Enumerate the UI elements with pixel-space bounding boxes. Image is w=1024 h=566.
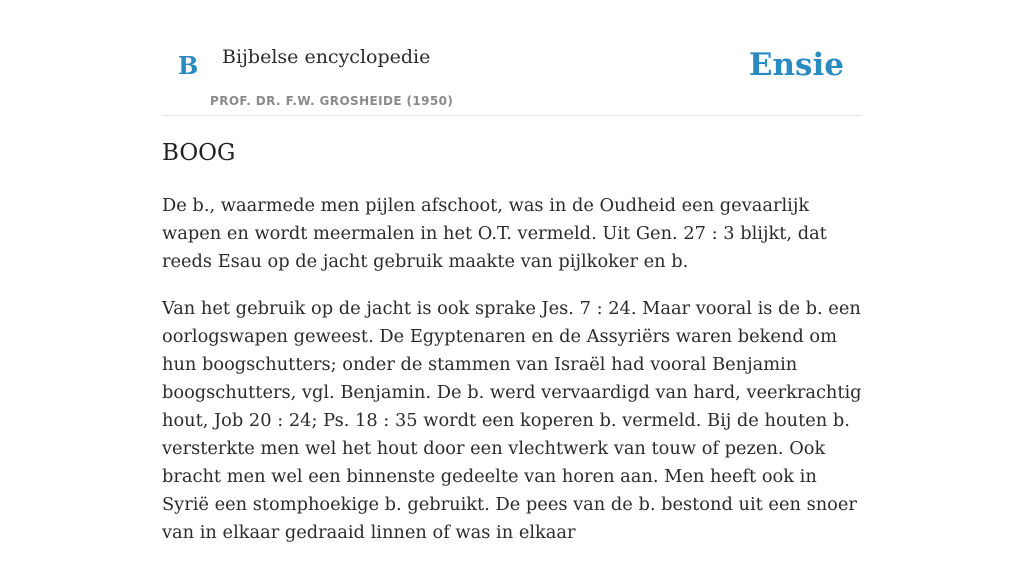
encyclopedia-header [162,0,862,116]
book-logo-letter[interactable]: B [178,51,199,80]
paragraph: Van het gebruik op de jacht is ook sprake Jes. 7 : 24. Maar vooral is de b. een oorlogswapen geweest. De Egyptenaren en de Assyriërs waren bekend om hun boogschutters; onder de stammen van Israël had vooral Benjamin boogschutters, vgl. Benjamin. De b. werd vervaardigd van hard, veerkrachtig hout, Job 20 : 24; Ps. 18 : 35 wordt een koperen b. vermeld. Bij de houten b. versterkte men wel het hout door een vlechtwerk van touw of pezen. Ook bracht men wel een binnenste gedeelte van horen aan. Men heeft ook in Syrië een stomphoekige b. gebruikt. De pees van de b. bestond uit een snoer van in elkaar gedraaid linnen of was in elkaar [162,298,862,543]
book-author: PROF. DR. F.W. GROSHEIDE (1950) [210,94,454,108]
entry-title: BOOG [162,140,236,166]
entry-body [162,192,862,566]
book-title-link[interactable]: Bijbelse encyclopedie [222,46,431,68]
paragraph: De b., waarmede men pijlen afschoot, was in de Oudheid een gevaarlijk wapen en wordt meermalen in het O.T. vermeld. Uit Gen. 27 : 3 blijkt, dat reeds Esau op de jacht gebruik maakte van pijlkoker en b. [162,195,827,272]
ensie-logo-link[interactable]: Ensie [748,47,844,83]
